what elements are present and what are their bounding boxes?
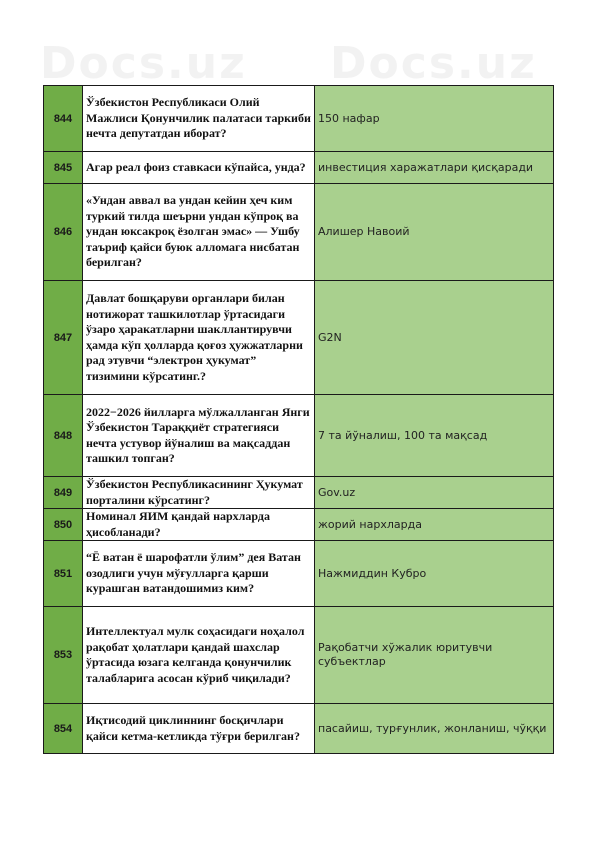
table-row xyxy=(44,541,554,607)
table-row xyxy=(44,86,554,152)
table-row xyxy=(44,704,554,754)
question-text: Ўзбекистон Республикасининг Ҳукумат порталини кўрсатинг? xyxy=(83,477,315,509)
table-row xyxy=(44,607,554,704)
watermark: Docs.uz xyxy=(40,38,247,89)
watermark: Docs.uz xyxy=(330,38,537,89)
answer-text: пасайиш, турғунлик, жонланиш, чўққи xyxy=(315,704,554,754)
answer-text: 7 та йўналиш, 100 та мақсад xyxy=(315,395,554,477)
question-text: Иқтисодий циклиннинг босқичлари қайси кетма-кетликда тўғри берилган? xyxy=(83,704,315,754)
question-number: 844 xyxy=(44,86,83,152)
question-number: 854 xyxy=(44,704,83,754)
question-text: 2022−2026 йилларга мўлжалланган Янги Ўзбекистон Тараққиёт стратегияси нечта устувор йўналиш ва мақсаддан ташкил топган? xyxy=(83,395,315,477)
table-row xyxy=(44,152,554,184)
answer-text: инвестиция харажатлари қисқаради xyxy=(315,152,554,184)
table-row xyxy=(44,509,554,541)
table-row xyxy=(44,184,554,281)
question-number: 851 xyxy=(44,541,83,607)
answer-text: 150 нафар xyxy=(315,86,554,152)
table-row xyxy=(44,395,554,477)
question-number: 845 xyxy=(44,152,83,184)
question-text: Агар реал фоиз ставкаси кўпайса, унда? xyxy=(83,152,315,184)
question-text: “Ё ватан ё шарофатли ўлим” дея Ватан озодлиги учун мўғулларга қарши курашган ватандошимиз ким? xyxy=(83,541,315,607)
answer-text: жорий нархларда xyxy=(315,509,554,541)
question-answer-table xyxy=(43,85,554,754)
question-text: Номинал ЯИМ қандай нархларда ҳисобланади? xyxy=(83,509,315,541)
question-number: 847 xyxy=(44,281,83,395)
answer-text: Нажмиддин Кубро xyxy=(315,541,554,607)
question-text: Ўзбекистон Республикаси Олий Мажлиси Қонунчилик палатаси таркиби нечта депутатдан иборат? xyxy=(83,86,315,152)
table-row xyxy=(44,281,554,395)
answer-text: Алишер Навоий xyxy=(315,184,554,281)
question-text: «Ундан аввал ва ундан кейин ҳеч ким туркий тилда шеърни ундан кўпроқ ва ундан юксакроқ ёзолган эмас» — Ушбу таъриф қайси буюк алломага нисбатан берилган? xyxy=(83,184,315,281)
table-body xyxy=(44,86,554,754)
question-text: Давлат бошқаруви органлари билан нотижорат ташкилотлар ўртасидаги ўзаро ҳаракатларни шакллантирувчи ҳамда кўп ҳолларда қоғоз ҳужжатларни рад этувчи “электрон ҳукумат” тизимини кўрсатинг.? xyxy=(83,281,315,395)
question-number: 848 xyxy=(44,395,83,477)
answer-text: G2N xyxy=(315,281,554,395)
question-number: 853 xyxy=(44,607,83,704)
question-number: 846 xyxy=(44,184,83,281)
table-row xyxy=(44,477,554,509)
question-number: 849 xyxy=(44,477,83,509)
question-text: Интеллектуал мулк соҳасидаги ноҳалол рақобат ҳолатлари қандай шахслар ўртасида юзага келганда қонунчилик талабларига асосан кўриб чиқилади? xyxy=(83,607,315,704)
answer-text: Рақобатчи хўжалик юритувчи субъектлар xyxy=(315,607,554,704)
answer-text: Gov.uz xyxy=(315,477,554,509)
question-number: 850 xyxy=(44,509,83,541)
